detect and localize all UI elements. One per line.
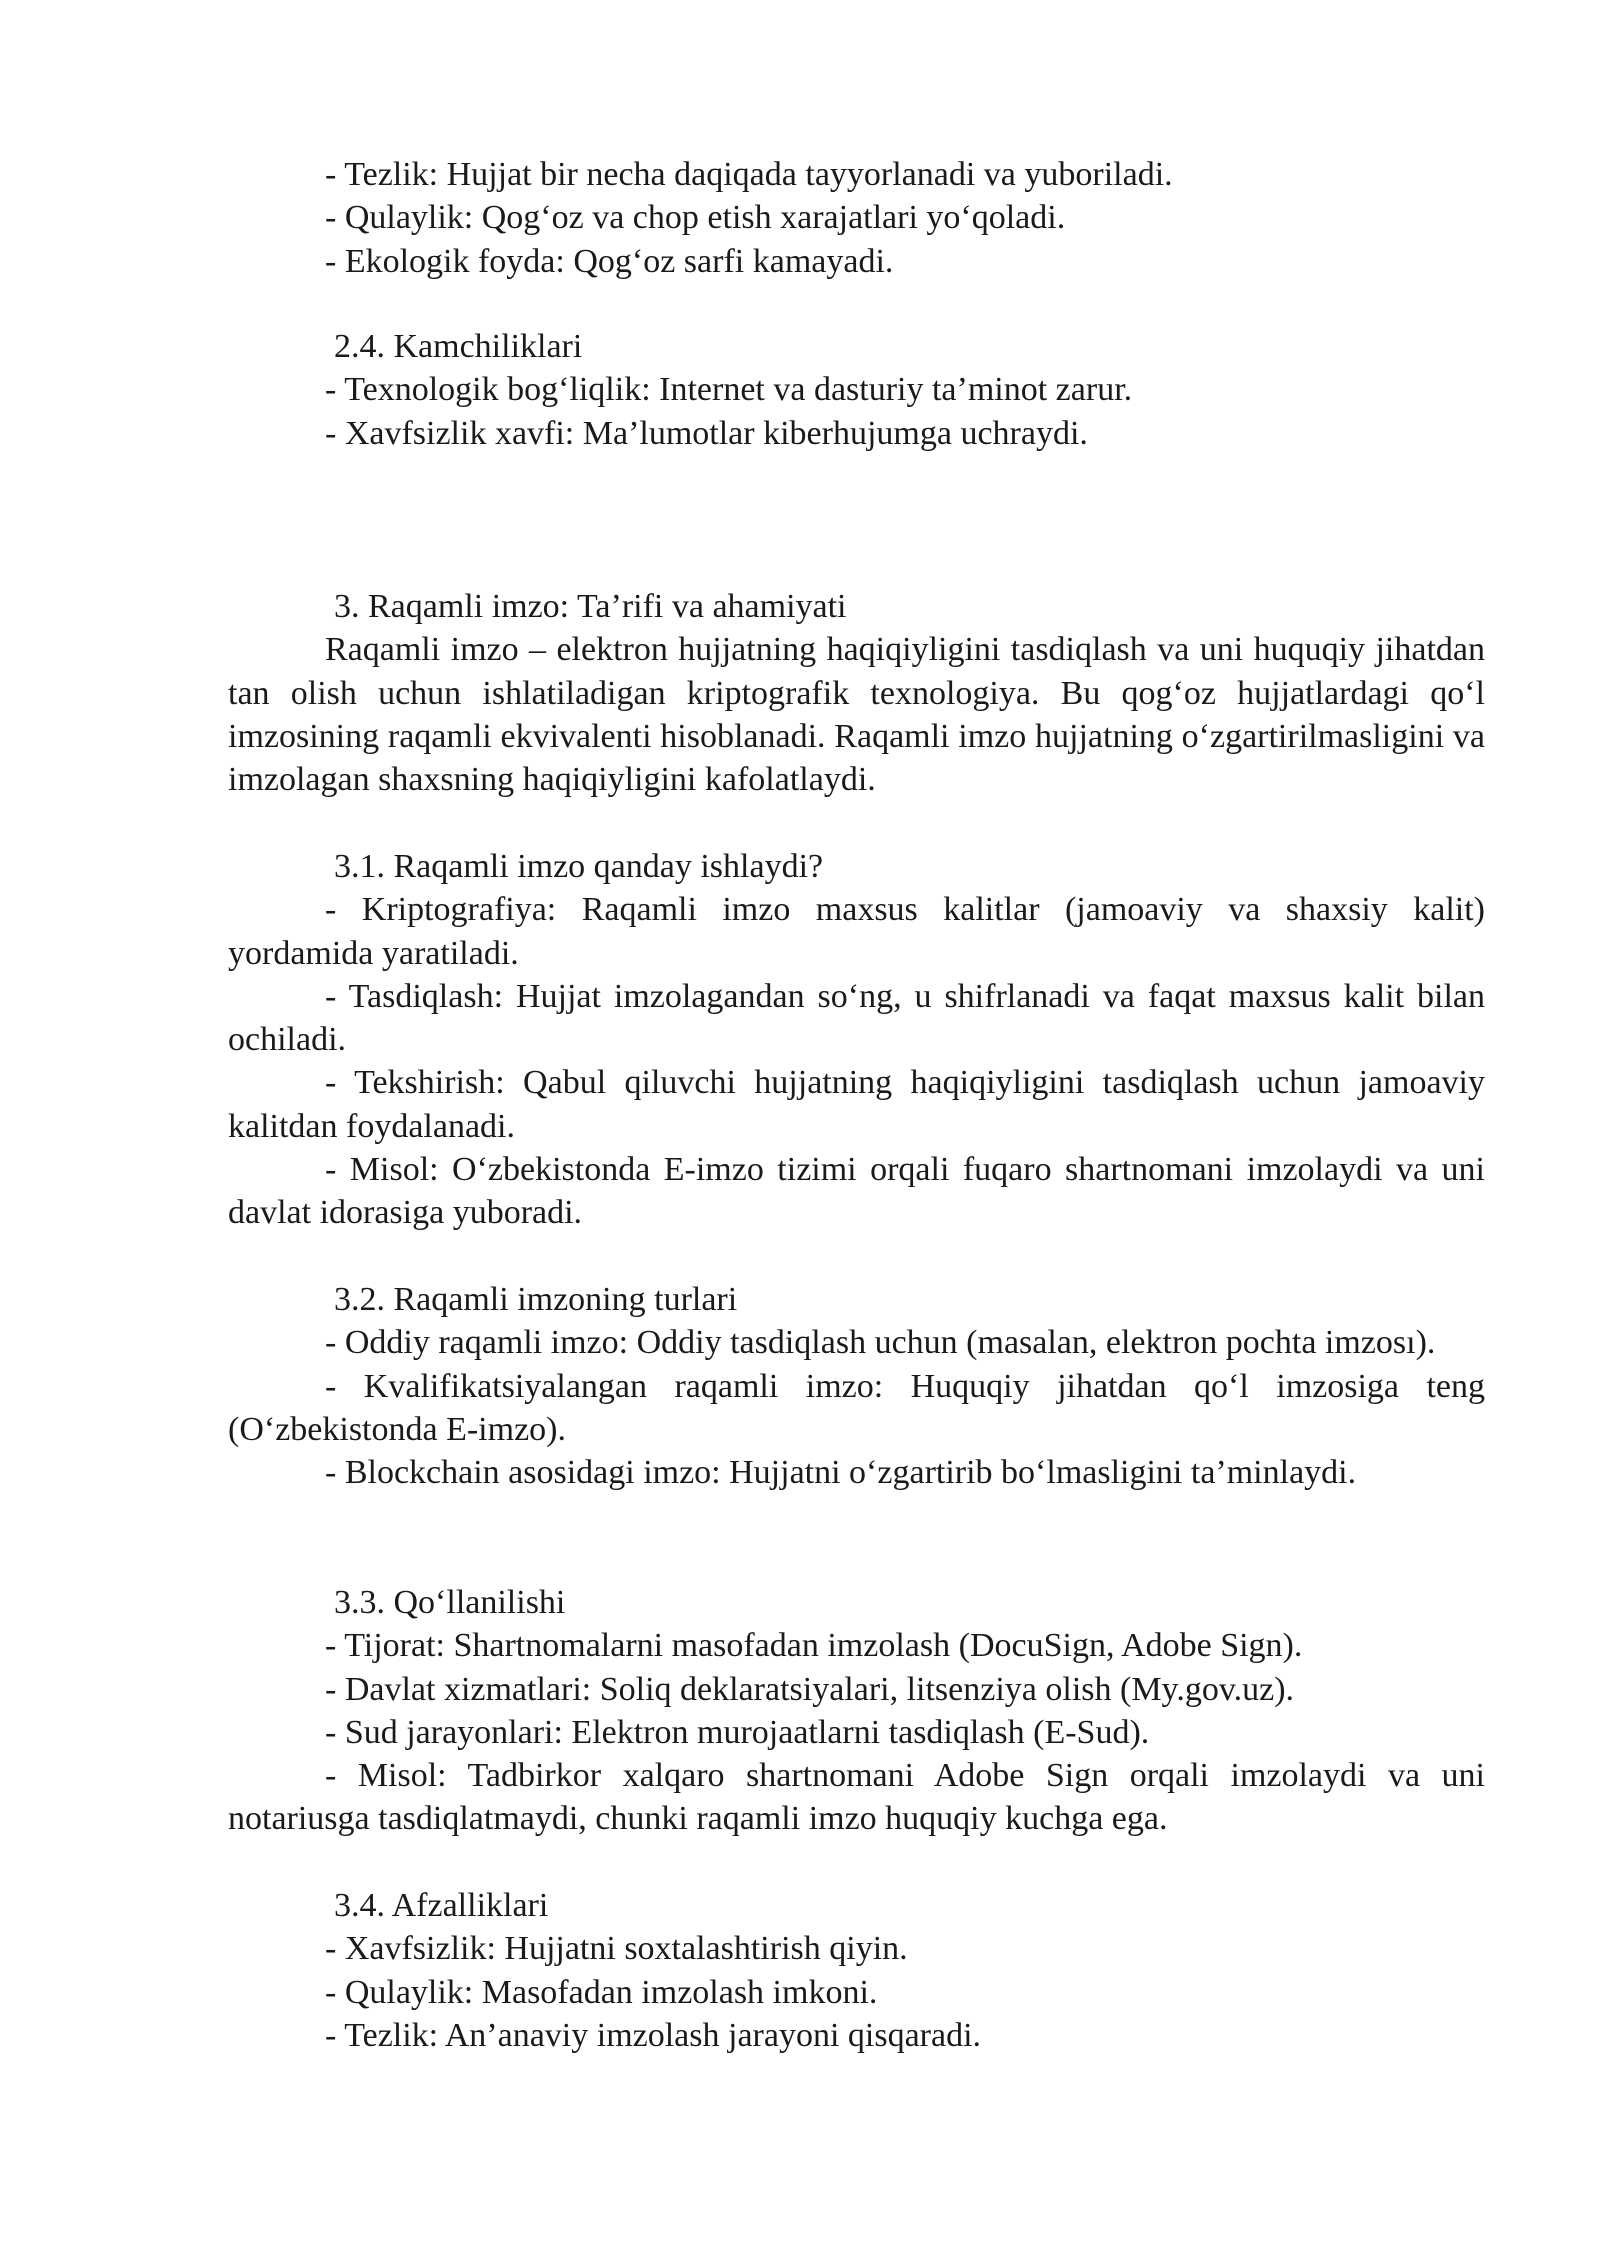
- list-item: - Xavfsizlik: Hujjatni soxtalashtirish qiyin.: [325, 1930, 908, 1968]
- list-item: - Ekologik foyda: Qog‘oz sarfi kamayadi.: [325, 242, 894, 280]
- list-item: - Davlat xizmatlari: Soliq deklaratsiyalari, litsenziya olish (My.gov.uz).: [325, 1670, 1295, 1708]
- list-item: - Tekshirish: Qabul qiluvchi hujjatning haqiqiyligini tasdiqlash uchun jamoaviy kalitdan foydalanadi.: [228, 1064, 1485, 1145]
- list-item: - Kvalifikatsiyalangan raqamli imzo: Huquqiy jihatdan qo‘l imzosiga teng (O‘zbekistonda E-imzo).: [228, 1367, 1485, 1448]
- section-heading: 3.2. Raqamli imzoning turlari: [334, 1281, 738, 1318]
- list-item: - Kriptografiya: Raqamli imzo maxsus kalitlar (jamoaviy va shaxsiy kalit) yordamida yaratiladi.: [228, 891, 1485, 972]
- list-item: - Oddiy raqamli imzo: Oddiy tasdiqlash uchun (masalan, elektron pochta imzosı).: [325, 1324, 1436, 1362]
- list-item: - Tijorat: Shartnomalarni masofadan imzolash (DocuSign, Adobe Sign).: [325, 1627, 1303, 1665]
- section-advantages-tail: [228, 153, 1485, 283]
- list-item: - Misol: Tadbirkor xalqaro shartnomani Adobe Sign orqali imzolaydi va uni notariusga tasdiqlatmaydi, chunki raqamli imzo huquqiy kuchga ega.: [228, 1757, 1485, 1838]
- list-item: - Sud jarayonlari: Elektron murojaatlarni tasdiqlash (E-Sud).: [325, 1713, 1150, 1751]
- list-item: - Qulaylik: Masofadan imzolash imkoni.: [325, 1973, 878, 2011]
- list-item: - Tezlik: An’anaviy imzolash jarayoni qisqaradi.: [325, 2016, 982, 2054]
- list-item: - Misol: O‘zbekistonda E-imzo tizimi orqali fuqaro shartnomani imzolaydi va uni davlat idorasiga yuboradi.: [228, 1151, 1485, 1232]
- list-item: - Tasdiqlash: Hujjat imzolagandan so‘ng, u shifrlanadi va faqat maxsus kalit bilan ochiladi.: [228, 977, 1485, 1059]
- section-3-3: [228, 1581, 1485, 1841]
- list-item: - Tezlik: Hujjat bir necha daqiqada tayyorlanadi va yuboriladi.: [325, 156, 1173, 193]
- section-3-4: [228, 1884, 1485, 2057]
- list-item: - Qulaylik: Qog‘oz va chop etish xarajatlari yo‘qoladi.: [325, 199, 1066, 237]
- section-3-1: [228, 845, 1485, 1235]
- paragraph: Raqamli imzo – elektron hujjatning haqiqiyligini tasdiqlash va uni huquqiy jihatdan tan olish uchun ishlatiladigan kriptografik texnologiya. Bu qog‘oz hujjatlardagi qo‘l imzosining raqamli ekvivalenti hisoblanadi. Raqamli imzo hujjatning o‘zgartirilmasligini va imzolagan shaxsning haqiqiyligini kafolatlaydi.: [228, 631, 1485, 799]
- section-heading: 3.4. Afzalliklari: [334, 1887, 549, 1924]
- section-3-2: [228, 1278, 1485, 1494]
- section-2-4: [228, 325, 1485, 455]
- list-item: - Xavfsizlik xavfi: Ma’lumotlar kiberhujumga uchraydi.: [325, 414, 1088, 452]
- list-item: - Blockchain asosidagi imzo: Hujjatni o‘zgartirib bo‘lmasligini ta’minlaydi.: [325, 1454, 1357, 1492]
- list-item: - Texnologik bog‘liqlik: Internet va dasturiy ta’minot zarur.: [325, 371, 1133, 409]
- section-heading: 3.3. Qo‘llanilishi: [334, 1584, 566, 1621]
- section-heading: 3.1. Raqamli imzo qanday ishlaydi?: [334, 848, 824, 885]
- section-heading: 3. Raqamli imzo: Ta’rifi va ahamiyati: [334, 588, 847, 625]
- section-3: [228, 585, 1485, 801]
- section-heading: 2.4. Kamchiliklari: [334, 328, 583, 365]
